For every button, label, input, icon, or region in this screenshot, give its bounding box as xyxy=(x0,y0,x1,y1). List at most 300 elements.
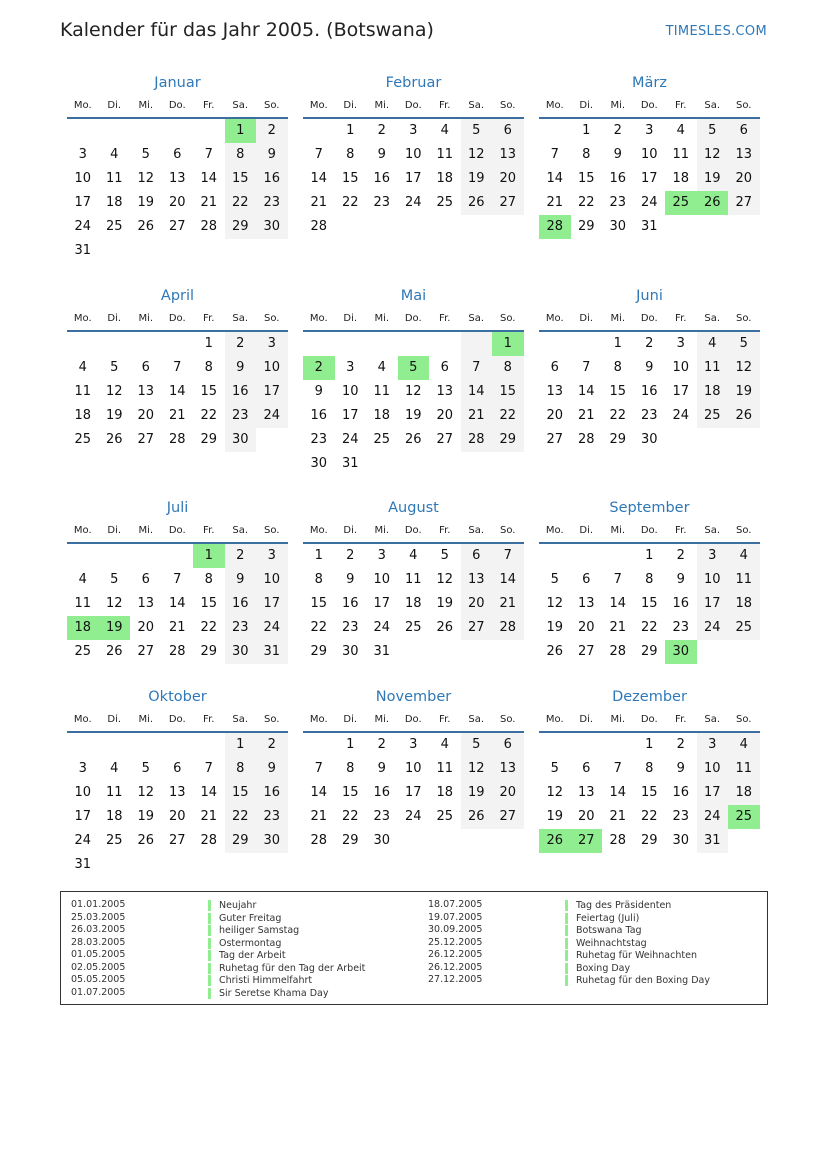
week-row xyxy=(539,544,760,568)
day-cell: 7 xyxy=(314,761,323,776)
empty-cell xyxy=(398,215,430,239)
day-cell: 6 xyxy=(582,572,591,587)
day-cell: 28 xyxy=(609,833,627,848)
day-cell: 6 xyxy=(141,572,150,587)
day-cell: 6 xyxy=(492,119,524,143)
legend-date: 02.05.2005 xyxy=(71,961,126,973)
week-row xyxy=(303,332,524,356)
week-row xyxy=(67,119,288,143)
day-cell: 9 xyxy=(256,757,288,781)
day-cell: 18 xyxy=(105,195,123,210)
week-row xyxy=(303,568,524,592)
week-row xyxy=(303,380,524,404)
day-cell: 4 xyxy=(697,332,729,356)
day-cell: 9 xyxy=(676,761,685,776)
day-cell: 8 xyxy=(346,147,355,162)
day-cell: 26 xyxy=(697,191,729,215)
day-cell: 13 xyxy=(492,757,524,781)
day-cell: 16 xyxy=(672,596,690,611)
day-cell: 28 xyxy=(609,644,627,659)
day-cell: 3 xyxy=(377,548,386,563)
day-cell: 15 xyxy=(310,596,328,611)
day-cell: 9 xyxy=(225,568,257,592)
day-cell: 3 xyxy=(256,332,288,356)
day-cell: 27 xyxy=(492,191,524,215)
day-cell: 14 xyxy=(609,596,627,611)
day-cell: 17 xyxy=(341,408,359,423)
day-cell: 20 xyxy=(137,620,155,635)
day-cell: 11 xyxy=(373,384,391,399)
day-cell: 25 xyxy=(105,219,123,234)
day-cell: 19 xyxy=(137,195,155,210)
day-cell: 23 xyxy=(672,620,690,635)
day-cell: 8 xyxy=(225,143,257,167)
day-cell: 20 xyxy=(436,408,454,423)
day-cell: 28 xyxy=(168,432,186,447)
day-cell: 6 xyxy=(173,147,182,162)
day-cell: 17 xyxy=(697,781,729,805)
day-cell: 29 xyxy=(640,644,658,659)
empty-cell xyxy=(162,733,194,757)
day-cell: 9 xyxy=(377,147,386,162)
empty-cell xyxy=(398,332,430,356)
brand-link[interactable]: TIMESLES.COM xyxy=(665,24,767,39)
week-row xyxy=(303,781,524,805)
month-name: Juni xyxy=(636,288,663,304)
week-row xyxy=(67,616,288,640)
day-cell: 29 xyxy=(225,829,257,853)
month-8 xyxy=(303,497,524,664)
day-cell: 4 xyxy=(377,360,386,375)
day-cell: 16 xyxy=(640,384,658,399)
week-row xyxy=(67,191,288,215)
day-cell: 23 xyxy=(256,805,288,829)
day-cell: 1 xyxy=(613,336,622,351)
day-cell: 10 xyxy=(373,572,391,587)
day-cell: 28 xyxy=(461,428,493,452)
day-cell: 1 xyxy=(204,336,213,351)
day-cell: 14 xyxy=(310,171,328,186)
day-cell: 21 xyxy=(200,809,218,824)
day-cell: 28 xyxy=(539,215,571,239)
day-cell: 13 xyxy=(577,596,595,611)
day-cell: 30 xyxy=(640,432,658,447)
week-row xyxy=(303,404,524,428)
empty-cell xyxy=(461,332,493,356)
empty-cell xyxy=(130,544,162,568)
day-cell: 14 xyxy=(546,171,564,186)
week-row xyxy=(539,356,760,380)
day-cell: 24 xyxy=(373,620,391,635)
day-cell: 27 xyxy=(492,805,524,829)
day-cell: 21 xyxy=(200,195,218,210)
day-cell: 18 xyxy=(74,408,92,423)
day-cell: 6 xyxy=(492,733,524,757)
empty-cell xyxy=(303,332,335,356)
day-cell: 23 xyxy=(373,809,391,824)
day-cell: 7 xyxy=(314,147,323,162)
day-cell: 28 xyxy=(577,432,595,447)
weekday-label: Di. xyxy=(343,313,358,324)
empty-cell xyxy=(571,544,603,568)
day-cell: 13 xyxy=(137,596,155,611)
day-cell: 15 xyxy=(577,171,595,186)
day-cell: 2 xyxy=(303,356,335,380)
week-row xyxy=(303,592,524,616)
day-cell: 12 xyxy=(404,384,422,399)
day-cell: 27 xyxy=(168,219,186,234)
weekday-label: Sa. xyxy=(232,100,249,111)
weekday-label: Sa. xyxy=(468,714,485,725)
weekday-label: Fr. xyxy=(439,313,451,324)
day-cell: 29 xyxy=(640,833,658,848)
day-cell: 21 xyxy=(609,620,627,635)
day-cell: 26 xyxy=(436,620,454,635)
empty-cell xyxy=(193,733,225,757)
weekday-label: Do. xyxy=(404,714,422,725)
day-cell: 27 xyxy=(137,644,155,659)
day-cell: 12 xyxy=(461,757,493,781)
day-cell: 22 xyxy=(225,805,257,829)
day-cell: 21 xyxy=(168,408,186,423)
day-cell: 12 xyxy=(461,143,493,167)
day-cell: 29 xyxy=(200,432,218,447)
month-10 xyxy=(67,686,288,877)
empty-cell xyxy=(492,452,524,476)
weekday-label: Mi. xyxy=(610,714,626,725)
legend-holiday-name: Sir Seretse Khama Day xyxy=(208,988,328,999)
day-cell: 8 xyxy=(346,761,355,776)
day-cell: 17 xyxy=(404,785,422,800)
empty-cell xyxy=(303,733,335,757)
week-row xyxy=(303,640,524,664)
day-cell: 19 xyxy=(697,167,729,191)
empty-cell xyxy=(697,215,729,239)
weekday-label: Mi. xyxy=(610,100,626,111)
day-cell: 15 xyxy=(200,596,218,611)
legend-holiday-name: Ruhetag für den Boxing Day xyxy=(565,975,710,986)
week-row xyxy=(67,757,288,781)
empty-cell xyxy=(130,239,162,263)
empty-cell xyxy=(130,853,162,877)
weekday-label: Fr. xyxy=(203,525,215,536)
day-cell: 13 xyxy=(137,384,155,399)
day-cell: 30 xyxy=(256,215,288,239)
weekday-label: Fr. xyxy=(675,525,687,536)
day-cell: 22 xyxy=(341,195,359,210)
empty-cell xyxy=(162,239,194,263)
day-cell: 10 xyxy=(341,384,359,399)
month-3 xyxy=(539,72,760,239)
weekday-label: Mi. xyxy=(374,313,390,324)
day-cell: 11 xyxy=(404,572,422,587)
empty-cell xyxy=(67,733,99,757)
weekday-label: Mo. xyxy=(73,100,92,111)
weekday-label: Di. xyxy=(107,313,122,324)
day-cell: 31 xyxy=(74,243,92,258)
weekday-label: Fr. xyxy=(675,714,687,725)
weekday-label: Di. xyxy=(579,714,594,725)
day-cell: 27 xyxy=(577,644,595,659)
day-cell: 1 xyxy=(645,548,654,563)
day-cell: 22 xyxy=(577,195,595,210)
day-cell: 18 xyxy=(105,809,123,824)
day-cell: 29 xyxy=(609,432,627,447)
weekday-label: Mi. xyxy=(138,100,154,111)
day-cell: 15 xyxy=(200,384,218,399)
day-cell: 6 xyxy=(728,119,760,143)
empty-cell xyxy=(256,239,288,263)
week-row xyxy=(539,640,760,664)
day-cell: 2 xyxy=(225,332,257,356)
day-cell: 29 xyxy=(310,644,328,659)
day-cell: 21 xyxy=(168,620,186,635)
day-cell: 22 xyxy=(492,404,524,428)
day-cell: 6 xyxy=(173,761,182,776)
day-cell: 20 xyxy=(728,167,760,191)
day-cell: 7 xyxy=(204,147,213,162)
day-cell: 14 xyxy=(168,596,186,611)
day-cell: 7 xyxy=(492,544,524,568)
day-cell: 4 xyxy=(78,360,87,375)
day-cell: 10 xyxy=(697,757,729,781)
day-cell: 8 xyxy=(204,360,213,375)
day-cell: 1 xyxy=(645,737,654,752)
empty-cell xyxy=(461,452,493,476)
empty-cell xyxy=(539,544,571,568)
day-cell: 20 xyxy=(461,592,493,616)
week-row xyxy=(539,119,760,143)
day-cell: 15 xyxy=(225,167,257,191)
day-cell: 8 xyxy=(613,360,622,375)
empty-cell xyxy=(99,332,131,356)
day-cell: 12 xyxy=(546,596,564,611)
day-cell: 14 xyxy=(168,384,186,399)
day-cell: 7 xyxy=(173,360,182,375)
legend-date: 27.12.2005 xyxy=(428,974,483,985)
day-cell: 15 xyxy=(640,596,658,611)
week-row xyxy=(303,167,524,191)
week-row xyxy=(303,191,524,215)
day-cell: 9 xyxy=(346,572,355,587)
week-row xyxy=(539,143,760,167)
day-cell: 24 xyxy=(74,833,92,848)
day-cell: 31 xyxy=(341,456,359,471)
day-cell: 7 xyxy=(550,147,559,162)
week-row xyxy=(67,568,288,592)
day-cell: 19 xyxy=(546,809,564,824)
day-cell: 8 xyxy=(582,147,591,162)
weekday-label: Do. xyxy=(640,313,658,324)
day-cell: 8 xyxy=(645,572,654,587)
day-cell: 10 xyxy=(404,761,422,776)
empty-cell xyxy=(67,544,99,568)
empty-cell xyxy=(130,119,162,143)
weekday-label: Do. xyxy=(168,313,186,324)
weekday-label: So. xyxy=(736,714,752,725)
weekday-label: Mo. xyxy=(545,100,564,111)
day-cell: 3 xyxy=(676,336,685,351)
weekday-label: Di. xyxy=(343,525,358,536)
empty-cell xyxy=(366,452,398,476)
day-cell: 22 xyxy=(640,620,658,635)
day-cell: 7 xyxy=(582,360,591,375)
day-cell: 4 xyxy=(676,123,685,138)
empty-cell xyxy=(492,640,524,664)
day-cell: 21 xyxy=(577,408,595,423)
month-5 xyxy=(303,285,524,476)
weekday-header xyxy=(539,94,760,119)
day-cell: 31 xyxy=(74,857,92,872)
day-cell: 11 xyxy=(436,147,454,162)
day-cell: 5 xyxy=(440,548,449,563)
day-cell: 24 xyxy=(697,616,729,640)
day-cell: 6 xyxy=(141,360,150,375)
day-cell: 24 xyxy=(404,195,422,210)
week-row xyxy=(67,332,288,356)
day-cell: 22 xyxy=(200,620,218,635)
weekday-label: So. xyxy=(736,313,752,324)
day-cell: 7 xyxy=(461,356,493,380)
day-cell: 27 xyxy=(461,616,493,640)
day-cell: 2 xyxy=(256,119,288,143)
week-row xyxy=(539,167,760,191)
empty-cell xyxy=(256,853,288,877)
day-cell: 21 xyxy=(609,809,627,824)
week-row xyxy=(67,805,288,829)
weekday-label: Mo. xyxy=(309,525,328,536)
day-cell: 28 xyxy=(200,219,218,234)
weekday-header xyxy=(303,519,524,544)
day-cell: 16 xyxy=(672,785,690,800)
month-name: Oktober xyxy=(148,689,207,705)
day-cell: 10 xyxy=(640,147,658,162)
day-cell: 1 xyxy=(225,119,257,143)
day-cell: 29 xyxy=(341,833,359,848)
day-cell: 12 xyxy=(137,171,155,186)
empty-cell xyxy=(571,733,603,757)
week-row xyxy=(67,853,288,877)
day-cell: 5 xyxy=(550,572,559,587)
day-cell: 26 xyxy=(105,644,123,659)
day-cell: 15 xyxy=(225,781,257,805)
weekday-label: Sa. xyxy=(232,714,249,725)
weekday-label: Mo. xyxy=(309,313,328,324)
day-cell: 17 xyxy=(640,171,658,186)
weekday-label: So. xyxy=(264,313,280,324)
day-cell: 24 xyxy=(74,219,92,234)
weekday-header xyxy=(539,519,760,544)
month-name: Februar xyxy=(385,75,442,91)
day-cell: 18 xyxy=(373,408,391,423)
empty-cell xyxy=(461,640,493,664)
weekday-label: Di. xyxy=(107,100,122,111)
day-cell: 12 xyxy=(105,384,123,399)
month-6 xyxy=(539,285,760,452)
day-cell: 17 xyxy=(256,592,288,616)
week-row xyxy=(67,781,288,805)
weekday-label: Do. xyxy=(640,100,658,111)
day-cell: 15 xyxy=(640,785,658,800)
weekday-label: Sa. xyxy=(468,525,485,536)
day-cell: 13 xyxy=(461,568,493,592)
legend-holiday-name: Botswana Tag xyxy=(565,925,642,936)
month-name: November xyxy=(375,689,452,705)
day-cell: 18 xyxy=(404,596,422,611)
weekday-label: So. xyxy=(500,525,516,536)
day-cell: 2 xyxy=(346,548,355,563)
day-cell: 15 xyxy=(341,171,359,186)
weekday-label: Do. xyxy=(404,525,422,536)
day-cell: 7 xyxy=(204,761,213,776)
day-cell: 13 xyxy=(436,384,454,399)
empty-cell xyxy=(162,119,194,143)
day-cell: 28 xyxy=(168,644,186,659)
day-cell: 23 xyxy=(310,432,328,447)
month-name: April xyxy=(160,288,195,304)
week-row xyxy=(539,568,760,592)
weekday-label: Di. xyxy=(107,525,122,536)
day-cell: 15 xyxy=(341,785,359,800)
day-cell: 5 xyxy=(728,332,760,356)
day-cell: 10 xyxy=(74,785,92,800)
weekday-header xyxy=(539,307,760,332)
day-cell: 26 xyxy=(404,432,422,447)
day-cell: 2 xyxy=(225,544,257,568)
legend-date: 01.07.2005 xyxy=(71,986,126,998)
day-cell: 3 xyxy=(645,123,654,138)
day-cell: 3 xyxy=(697,733,729,757)
day-cell: 1 xyxy=(225,733,257,757)
day-cell: 25 xyxy=(74,644,92,659)
weekday-label: Di. xyxy=(579,313,594,324)
week-row xyxy=(67,428,288,452)
day-cell: 28 xyxy=(310,219,328,234)
empty-cell xyxy=(697,640,729,664)
day-cell: 30 xyxy=(225,428,257,452)
weekday-header xyxy=(303,708,524,733)
weekday-label: Do. xyxy=(404,100,422,111)
day-cell: 11 xyxy=(697,356,729,380)
day-cell: 3 xyxy=(409,123,418,138)
day-cell: 9 xyxy=(377,761,386,776)
weekday-label: Mo. xyxy=(545,714,564,725)
month-2 xyxy=(303,72,524,239)
weekday-label: Mo. xyxy=(73,313,92,324)
day-cell: 18 xyxy=(728,592,760,616)
day-cell: 27 xyxy=(728,191,760,215)
weekday-label: Sa. xyxy=(468,100,485,111)
weekday-label: Di. xyxy=(579,100,594,111)
week-row xyxy=(67,215,288,239)
day-cell: 12 xyxy=(728,356,760,380)
day-cell: 8 xyxy=(314,572,323,587)
legend-date: 05.05.2005 xyxy=(71,974,126,985)
day-cell: 22 xyxy=(310,620,328,635)
day-cell: 13 xyxy=(728,143,760,167)
day-cell: 4 xyxy=(110,147,119,162)
day-cell: 8 xyxy=(204,572,213,587)
day-cell: 20 xyxy=(577,620,595,635)
day-cell: 19 xyxy=(105,408,123,423)
day-cell: 18 xyxy=(67,616,99,640)
day-cell: 21 xyxy=(492,592,524,616)
week-row xyxy=(67,404,288,428)
day-cell: 26 xyxy=(137,833,155,848)
day-cell: 4 xyxy=(440,123,449,138)
day-cell: 23 xyxy=(609,195,627,210)
day-cell: 16 xyxy=(609,171,627,186)
